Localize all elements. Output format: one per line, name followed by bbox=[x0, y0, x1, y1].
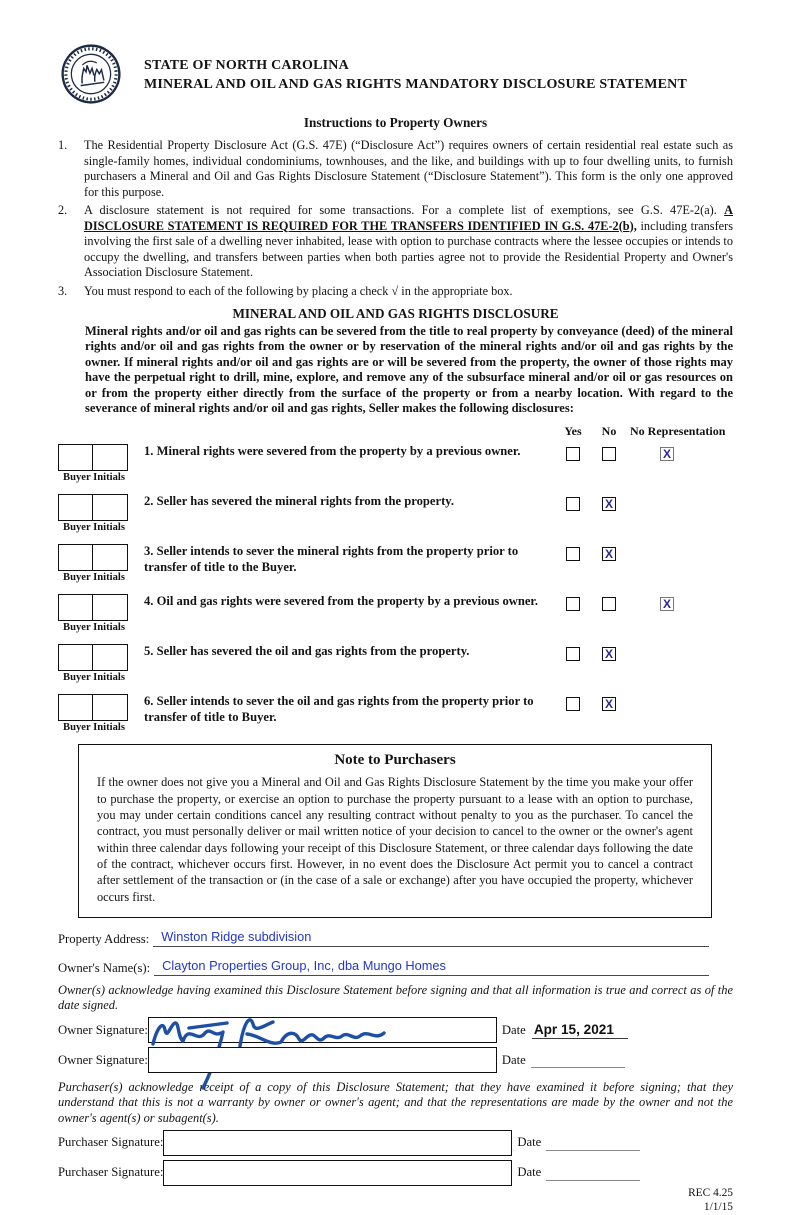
buyer-initials-label: Buyer Initials bbox=[63, 672, 125, 684]
form-title bbox=[144, 56, 687, 94]
buyer-initials-label: Buyer Initials bbox=[63, 472, 125, 484]
disclosure-rows bbox=[58, 444, 733, 733]
owner-signature-label: Owner Signature: bbox=[58, 1022, 148, 1037]
row6-yes-checkbox[interactable] bbox=[566, 697, 580, 711]
purchaser-signature-box-2[interactable] bbox=[163, 1160, 512, 1186]
buyer-initial-box[interactable] bbox=[92, 594, 128, 621]
disclosure-statement-5: 5. Seller has severed the oil and gas rights from the property. bbox=[144, 644, 470, 659]
buyer-initials-widget-3 bbox=[58, 544, 144, 583]
instruction-item-1 bbox=[58, 138, 733, 200]
buyer-initial-box[interactable] bbox=[58, 494, 94, 521]
instructions-list bbox=[58, 138, 733, 299]
row6-no-checkbox[interactable]: X bbox=[602, 697, 616, 711]
form-footer bbox=[58, 1186, 733, 1215]
row4-yes-checkbox[interactable] bbox=[566, 597, 580, 611]
row1-no-representation-checkbox[interactable]: X bbox=[660, 447, 674, 461]
nc-state-seal-icon bbox=[58, 42, 124, 106]
owner-acknowledgment-text: Owner(s) acknowledge having examined this Disclosure Statement before signing and that all information is true and correct as of the date signed. bbox=[58, 982, 733, 1013]
instructions-heading: Instructions to Property Owners bbox=[303, 115, 488, 130]
buyer-initials-label: Buyer Initials bbox=[63, 572, 125, 584]
instruction-number: 2. bbox=[58, 203, 68, 217]
row5-yes-checkbox[interactable] bbox=[566, 647, 580, 661]
buyer-initial-box[interactable] bbox=[92, 444, 128, 471]
property-address-input[interactable] bbox=[153, 929, 709, 947]
owner-signature-row-2 bbox=[58, 1047, 733, 1073]
owner-signature-row-1 bbox=[58, 1017, 733, 1043]
buyer-initial-box[interactable] bbox=[58, 594, 94, 621]
disclosure-statement-4: 4. Oil and gas rights were severed from the property by a previous owner. bbox=[144, 594, 539, 609]
owner-names-input[interactable] bbox=[154, 958, 709, 976]
no-representation-column-header: No Representation bbox=[630, 424, 726, 439]
purchaser-signature-box-1[interactable] bbox=[163, 1130, 512, 1156]
disclosure-row-6 bbox=[58, 694, 733, 733]
buyer-initials-widget-2 bbox=[58, 494, 144, 533]
row1-no-checkbox[interactable] bbox=[602, 447, 616, 461]
disclosure-row-4 bbox=[58, 594, 733, 633]
row5-no-checkbox[interactable]: X bbox=[602, 647, 616, 661]
owner-signature-box-1[interactable] bbox=[148, 1017, 497, 1043]
disclosure-statement-2: 2. Seller has severed the mineral rights from the property. bbox=[144, 494, 455, 509]
property-address-field bbox=[58, 929, 733, 947]
disclosure-statement-3: 3. Seller intends to sever the mineral rights from the property prior to transfer of title to the Buyer. bbox=[144, 544, 519, 575]
owner-signature-box-2[interactable] bbox=[148, 1047, 497, 1073]
buyer-initials-widget-6 bbox=[58, 694, 144, 733]
disclosure-row-3 bbox=[58, 544, 733, 583]
disclosure-statement-1: 1. Mineral rights were severed from the property by a previous owner. bbox=[144, 444, 521, 459]
disclosure-heading: MINERAL AND OIL AND GAS RIGHTS DISCLOSURE bbox=[232, 306, 559, 321]
property-address-label: Property Address: bbox=[58, 931, 150, 946]
buyer-initial-box[interactable] bbox=[92, 694, 128, 721]
instruction-item-2 bbox=[58, 203, 733, 281]
owner-names-field bbox=[58, 958, 733, 976]
date-label-owner-1: Date bbox=[501, 1022, 526, 1037]
instruction-text: The Residential Property Disclosure Act (G.S. 47E) (“Disclosure Act”) requires owners of certain residential real estate such as single-family homes, individual condominiums, townhouses, and the like, and buildings with up to four dwelling units, to furnish purchasers a Mineral and Oil and Gas Rights Disclosure Statement (“Disclosure Statement”). This form is the only one approved for this purpose. bbox=[84, 138, 733, 199]
disclosure-row-5 bbox=[58, 644, 733, 683]
disclosure-intro: Mineral rights and/or oil and gas rights can be severed from the title to real property by conveyance (deed) of the mineral rights and/or oil and gas rights from the owner or by reservation of the mineral rights and/or oil and gas rights by the owner. If mineral rights and/or oil and gas rights are or will be severed from the property, the owner of those rights may have the perpetual right to drill, mine, explore, and remove any of the subsurface mineral and/or oil or gas resources on or from the property either directly from the surface of the property or from a nearby location. With regard to the severance of mineral rights and/or oil and gas rights, Seller makes the following disclosures: bbox=[85, 324, 733, 416]
buyer-initials-widget-1 bbox=[58, 444, 144, 483]
buyer-initial-box[interactable] bbox=[92, 644, 128, 671]
row3-yes-checkbox[interactable] bbox=[566, 547, 580, 561]
purchaser-signature-label-2: Purchaser Signature: bbox=[58, 1165, 164, 1180]
buyer-initials-widget-4 bbox=[58, 594, 144, 633]
buyer-initials-label: Buyer Initials bbox=[63, 622, 125, 634]
owner-signature-date-value[interactable]: Apr 15, 2021 bbox=[532, 1022, 628, 1039]
instruction-text: You must respond to each of the following by placing a check √ in the appropriate box. bbox=[84, 283, 513, 298]
row4-no-representation-checkbox[interactable]: X bbox=[660, 597, 674, 611]
title-line1: STATE OF NORTH CAROLINA bbox=[144, 58, 349, 73]
date-label-purchaser-1: Date bbox=[517, 1135, 542, 1150]
yes-column-header: Yes bbox=[564, 424, 582, 439]
purchaser-signature-label-1: Purchaser Signature: bbox=[58, 1135, 164, 1150]
disclosure-statement-6: 6. Seller intends to sever the oil and gas rights from the property prior to transfer of title to Buyer. bbox=[144, 694, 534, 725]
date-label-purchaser-2: Date bbox=[517, 1165, 542, 1180]
buyer-initials-label: Buyer Initials bbox=[63, 722, 125, 734]
buyer-initials-label: Buyer Initials bbox=[63, 522, 125, 534]
buyer-initial-box[interactable] bbox=[58, 644, 94, 671]
instruction-number: 3. bbox=[58, 283, 68, 298]
purchaser-acknowledgment-text: Purchaser(s) acknowledge receipt of a copy of this Disclosure Statement; that they have examined it before signing; that they understand that this is not a warranty by owner or owner's agent; and that the representations are made by the owner and not the owner's agent(s) or subagent(s). bbox=[58, 1080, 733, 1125]
property-address-value: Winston Ridge subdivision bbox=[161, 928, 312, 944]
purchaser-signature-row-1 bbox=[58, 1130, 733, 1156]
row2-yes-checkbox[interactable] bbox=[566, 497, 580, 511]
owner-names-label: Owner's Name(s): bbox=[58, 960, 151, 975]
note-to-purchasers-box bbox=[78, 744, 712, 917]
note-title: Note to Purchasers bbox=[334, 752, 456, 769]
form-header bbox=[58, 40, 733, 106]
form-revision-date: 1/1/15 bbox=[703, 1201, 733, 1214]
note-body: If the owner does not give you a Mineral and Oil and Gas Rights Disclosure Statement by the time you make your offer to purchase the property, or exercise an option to purchase the property pursuant to a lease with an option to purchase, you may under certain conditions cancel any resulting contract without penalty to you as the purchaser. To cancel the contract, you must personally deliver or mail written notice of your decision to cancel to the owner or the owner's agent within three calendar days following your receipt of this Disclosure Statement, or three calendar days following the date of the contract, whichever occurs first. However, in no event does the Disclosure Act permit you to cancel a contract after settlement of the transaction or (in the case of a sale or exchange) after you have occupied the property, whichever occurs first. bbox=[97, 775, 693, 904]
no-column-header: No bbox=[601, 424, 617, 439]
owner-signature-label-2: Owner Signature: bbox=[58, 1052, 148, 1067]
owner-names-value: Clayton Properties Group, Inc, dba Mungo Homes bbox=[162, 957, 446, 973]
form-number: REC 4.25 bbox=[688, 1186, 733, 1199]
purchaser-date-input-1[interactable] bbox=[546, 1135, 640, 1151]
disclosure-row-2 bbox=[58, 494, 733, 533]
row3-no-checkbox[interactable]: X bbox=[602, 547, 616, 561]
title-line2: MINERAL AND OIL AND GAS RIGHTS MANDATORY DISCLOSURE STATEMENT bbox=[144, 77, 688, 92]
instruction-number: 1. bbox=[58, 138, 68, 152]
disclosure-row-1 bbox=[58, 444, 733, 483]
buyer-initial-box[interactable] bbox=[92, 544, 128, 571]
buyer-initial-box[interactable] bbox=[58, 544, 94, 571]
row1-yes-checkbox[interactable] bbox=[566, 447, 580, 461]
instruction-text: A disclosure statement is not required for some transactions. For a complete list of exemptions, see G.S. 47E-2(a). A DISCLOSURE STATEMENT IS REQUIRED FOR THE TRANSFERS IDENTIFIED IN G.S. 47E-2(b), including transfers involving the first sale of a dwelling never inhabited, lease with option to purchase contracts where the lessee occupies or intends to occupy the dwelling, and transfers between parties when both parties agree not to provide the Residential Property and Owner's Association Disclosure Statement. bbox=[84, 203, 733, 279]
row4-no-checkbox[interactable] bbox=[602, 597, 616, 611]
buyer-initial-box[interactable] bbox=[58, 694, 94, 721]
buyer-initial-box[interactable] bbox=[92, 494, 128, 521]
owner-date-input-2[interactable] bbox=[531, 1052, 625, 1068]
row2-no-checkbox[interactable]: X bbox=[602, 497, 616, 511]
purchaser-signature-row-2 bbox=[58, 1160, 733, 1186]
buyer-initials-widget-5 bbox=[58, 644, 144, 683]
answer-column-headers bbox=[58, 424, 733, 439]
buyer-initial-box[interactable] bbox=[58, 444, 94, 471]
instruction-item-3 bbox=[58, 284, 733, 300]
purchaser-date-input-2[interactable] bbox=[546, 1165, 640, 1181]
date-label-owner-2: Date bbox=[501, 1052, 526, 1067]
